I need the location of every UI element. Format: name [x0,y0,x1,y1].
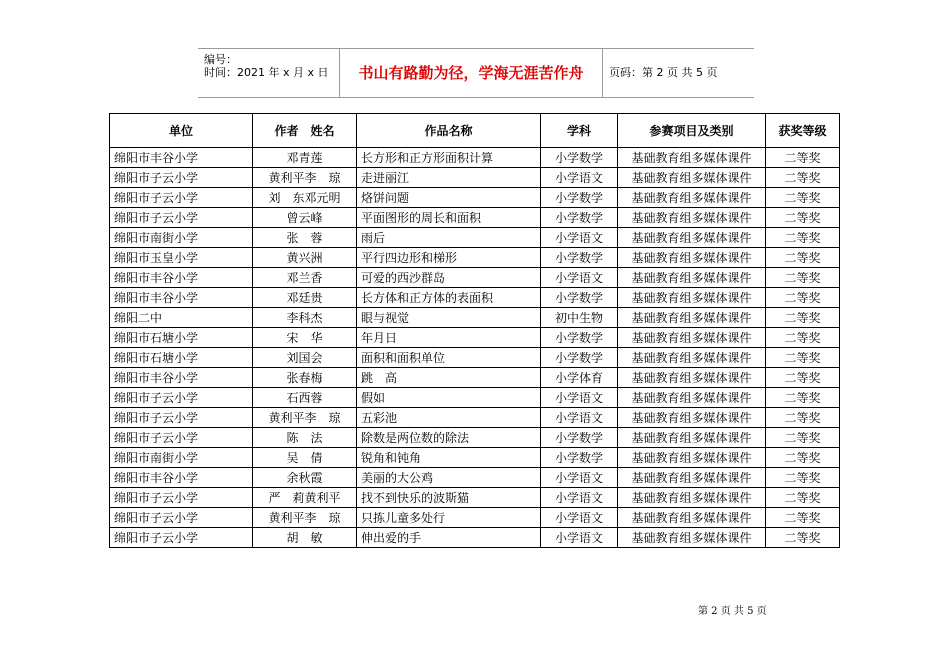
cell-category: 基础教育组多媒体课件 [618,168,766,188]
cell-subject: 小学数学 [541,288,618,308]
cell-work: 平面图形的周长和面积 [357,208,541,228]
cell-unit: 绵阳市丰谷小学 [110,148,253,168]
cell-category: 基础教育组多媒体课件 [618,208,766,228]
cell-unit: 绵阳市子云小学 [110,528,253,548]
cell-work: 找不到快乐的波斯猫 [357,488,541,508]
header-motto: 书山有路勤为径，学海无涯苦作舟 [358,64,584,82]
cell-award: 二等奖 [766,508,840,528]
cell-category: 基础教育组多媒体课件 [618,248,766,268]
table-row [110,208,840,228]
cell-award: 二等奖 [766,268,840,288]
cell-unit: 绵阳市丰谷小学 [110,288,253,308]
cell-award: 二等奖 [766,388,840,408]
table-row [110,248,840,268]
table-row [110,448,840,468]
cell-work: 五彩池 [357,408,541,428]
cell-subject: 小学数学 [541,208,618,228]
cell-category: 基础教育组多媒体课件 [618,148,766,168]
cell-unit: 绵阳二中 [110,308,253,328]
cell-author: 胡 敏 [253,528,357,548]
cell-author: 刘 东邓元明 [253,188,357,208]
table-row [110,308,840,328]
cell-category: 基础教育组多媒体课件 [618,388,766,408]
cell-subject: 小学数学 [541,428,618,448]
cell-work: 跳 高 [357,368,541,388]
header-meta [204,53,329,79]
cell-subject: 小学语文 [541,228,618,248]
table-row [110,528,840,548]
cell-category: 基础教育组多媒体课件 [618,268,766,288]
cell-work: 年月日 [357,328,541,348]
cell-unit: 绵阳市丰谷小学 [110,268,253,288]
cell-work: 烙饼问题 [357,188,541,208]
cell-author: 吴 倩 [253,448,357,468]
cell-award: 二等奖 [766,328,840,348]
cell-author: 陈 法 [253,428,357,448]
cell-category: 基础教育组多媒体课件 [618,528,766,548]
col-header-author: 作者 姓名 [253,114,357,148]
cell-author: 邓廷贵 [253,288,357,308]
awards-table [109,113,840,548]
cell-author: 石西蓉 [253,388,357,408]
document-header [198,48,754,98]
col-header-award: 获奖等级 [766,114,840,148]
table-row [110,508,840,528]
table-row [110,188,840,208]
cell-work: 走进丽江 [357,168,541,188]
page-footer: 第 2 页 共 5 页 [698,606,767,617]
cell-author: 张 蓉 [253,228,357,248]
cell-work: 长方体和正方体的表面积 [357,288,541,308]
cell-unit: 绵阳市子云小学 [110,168,253,188]
table-row [110,348,840,368]
cell-author: 邓兰香 [253,268,357,288]
col-header-category: 参赛项目及类别 [618,114,766,148]
cell-award: 二等奖 [766,148,840,168]
cell-category: 基础教育组多媒体课件 [618,508,766,528]
cell-work: 除数是两位数的除法 [357,428,541,448]
cell-category: 基础教育组多媒体课件 [618,468,766,488]
table-row [110,428,840,448]
cell-unit: 绵阳市子云小学 [110,428,253,448]
cell-award: 二等奖 [766,368,840,388]
cell-category: 基础教育组多媒体课件 [618,308,766,328]
cell-author: 曾云峰 [253,208,357,228]
cell-unit: 绵阳市石塘小学 [110,348,253,368]
cell-category: 基础教育组多媒体课件 [618,448,766,468]
cell-unit: 绵阳市子云小学 [110,408,253,428]
cell-category: 基础教育组多媒体课件 [618,228,766,248]
cell-work: 假如 [357,388,541,408]
cell-author: 邓青莲 [253,148,357,168]
cell-work: 伸出爱的手 [357,528,541,548]
time-label: 时间：2021 年 x 月 x 日 [204,66,329,79]
cell-subject: 小学体育 [541,368,618,388]
cell-subject: 小学语文 [541,528,618,548]
cell-award: 二等奖 [766,408,840,428]
cell-author: 宋 华 [253,328,357,348]
col-header-unit: 单位 [110,114,253,148]
cell-unit: 绵阳市丰谷小学 [110,468,253,488]
cell-author: 刘国会 [253,348,357,368]
cell-author: 黄兴洲 [253,248,357,268]
cell-author: 黄利平李 琼 [253,508,357,528]
cell-unit: 绵阳市玉皇小学 [110,248,253,268]
cell-category: 基础教育组多媒体课件 [618,328,766,348]
table-header-row [110,114,840,148]
cell-subject: 小学语文 [541,388,618,408]
table-row [110,368,840,388]
cell-award: 二等奖 [766,168,840,188]
table-row [110,268,840,288]
cell-subject: 小学语文 [541,408,618,428]
cell-subject: 小学数学 [541,248,618,268]
cell-work: 平行四边形和梯形 [357,248,541,268]
cell-work: 眼与视觉 [357,308,541,328]
cell-award: 二等奖 [766,468,840,488]
cell-subject: 初中生物 [541,308,618,328]
cell-award: 二等奖 [766,188,840,208]
cell-award: 二等奖 [766,428,840,448]
cell-award: 二等奖 [766,348,840,368]
cell-category: 基础教育组多媒体课件 [618,428,766,448]
cell-subject: 小学语文 [541,488,618,508]
cell-work: 长方形和正方形面积计算 [357,148,541,168]
table-row [110,408,840,428]
code-label: 编号： [204,53,237,66]
cell-unit: 绵阳市子云小学 [110,188,253,208]
cell-author: 黄利平李 琼 [253,408,357,428]
cell-unit: 绵阳市丰谷小学 [110,368,253,388]
table-row [110,288,840,308]
cell-subject: 小学数学 [541,188,618,208]
cell-unit: 绵阳市南街小学 [110,448,253,468]
cell-category: 基础教育组多媒体课件 [618,288,766,308]
cell-subject: 小学语文 [541,168,618,188]
cell-category: 基础教育组多媒体课件 [618,188,766,208]
cell-award: 二等奖 [766,288,840,308]
cell-work: 面积和面积单位 [357,348,541,368]
cell-work: 美丽的大公鸡 [357,468,541,488]
table-row [110,168,840,188]
table-row [110,328,840,348]
table-row [110,468,840,488]
cell-subject: 小学语文 [541,508,618,528]
cell-author: 张春梅 [253,368,357,388]
cell-unit: 绵阳市南街小学 [110,228,253,248]
cell-work: 雨后 [357,228,541,248]
col-header-subject: 学科 [541,114,618,148]
cell-author: 黄利平李 琼 [253,168,357,188]
cell-award: 二等奖 [766,208,840,228]
cell-unit: 绵阳市石塘小学 [110,328,253,348]
cell-award: 二等奖 [766,488,840,508]
table-row [110,228,840,248]
header-page-number: 页码：第 2 页 共 5 页 [609,66,718,79]
col-header-work: 作品名称 [357,114,541,148]
cell-author: 余秋霞 [253,468,357,488]
cell-category: 基础教育组多媒体课件 [618,368,766,388]
cell-award: 二等奖 [766,308,840,328]
cell-award: 二等奖 [766,248,840,268]
cell-subject: 小学数学 [541,448,618,468]
cell-unit: 绵阳市子云小学 [110,488,253,508]
table-row [110,148,840,168]
cell-author: 李科杰 [253,308,357,328]
cell-work: 可爱的西沙群岛 [357,268,541,288]
cell-subject: 小学语文 [541,268,618,288]
cell-subject: 小学语文 [541,468,618,488]
cell-category: 基础教育组多媒体课件 [618,348,766,368]
cell-subject: 小学数学 [541,148,618,168]
cell-award: 二等奖 [766,448,840,468]
cell-subject: 小学数学 [541,328,618,348]
cell-work: 只拣儿童多处行 [357,508,541,528]
table-row [110,488,840,508]
cell-unit: 绵阳市子云小学 [110,508,253,528]
cell-unit: 绵阳市子云小学 [110,208,253,228]
table-row [110,388,840,408]
header-divider [602,49,603,97]
cell-subject: 小学数学 [541,348,618,368]
cell-category: 基础教育组多媒体课件 [618,408,766,428]
cell-work: 锐角和钝角 [357,448,541,468]
cell-category: 基础教育组多媒体课件 [618,488,766,508]
cell-author: 严 莉黄利平 [253,488,357,508]
cell-award: 二等奖 [766,528,840,548]
cell-award: 二等奖 [766,228,840,248]
cell-unit: 绵阳市子云小学 [110,388,253,408]
